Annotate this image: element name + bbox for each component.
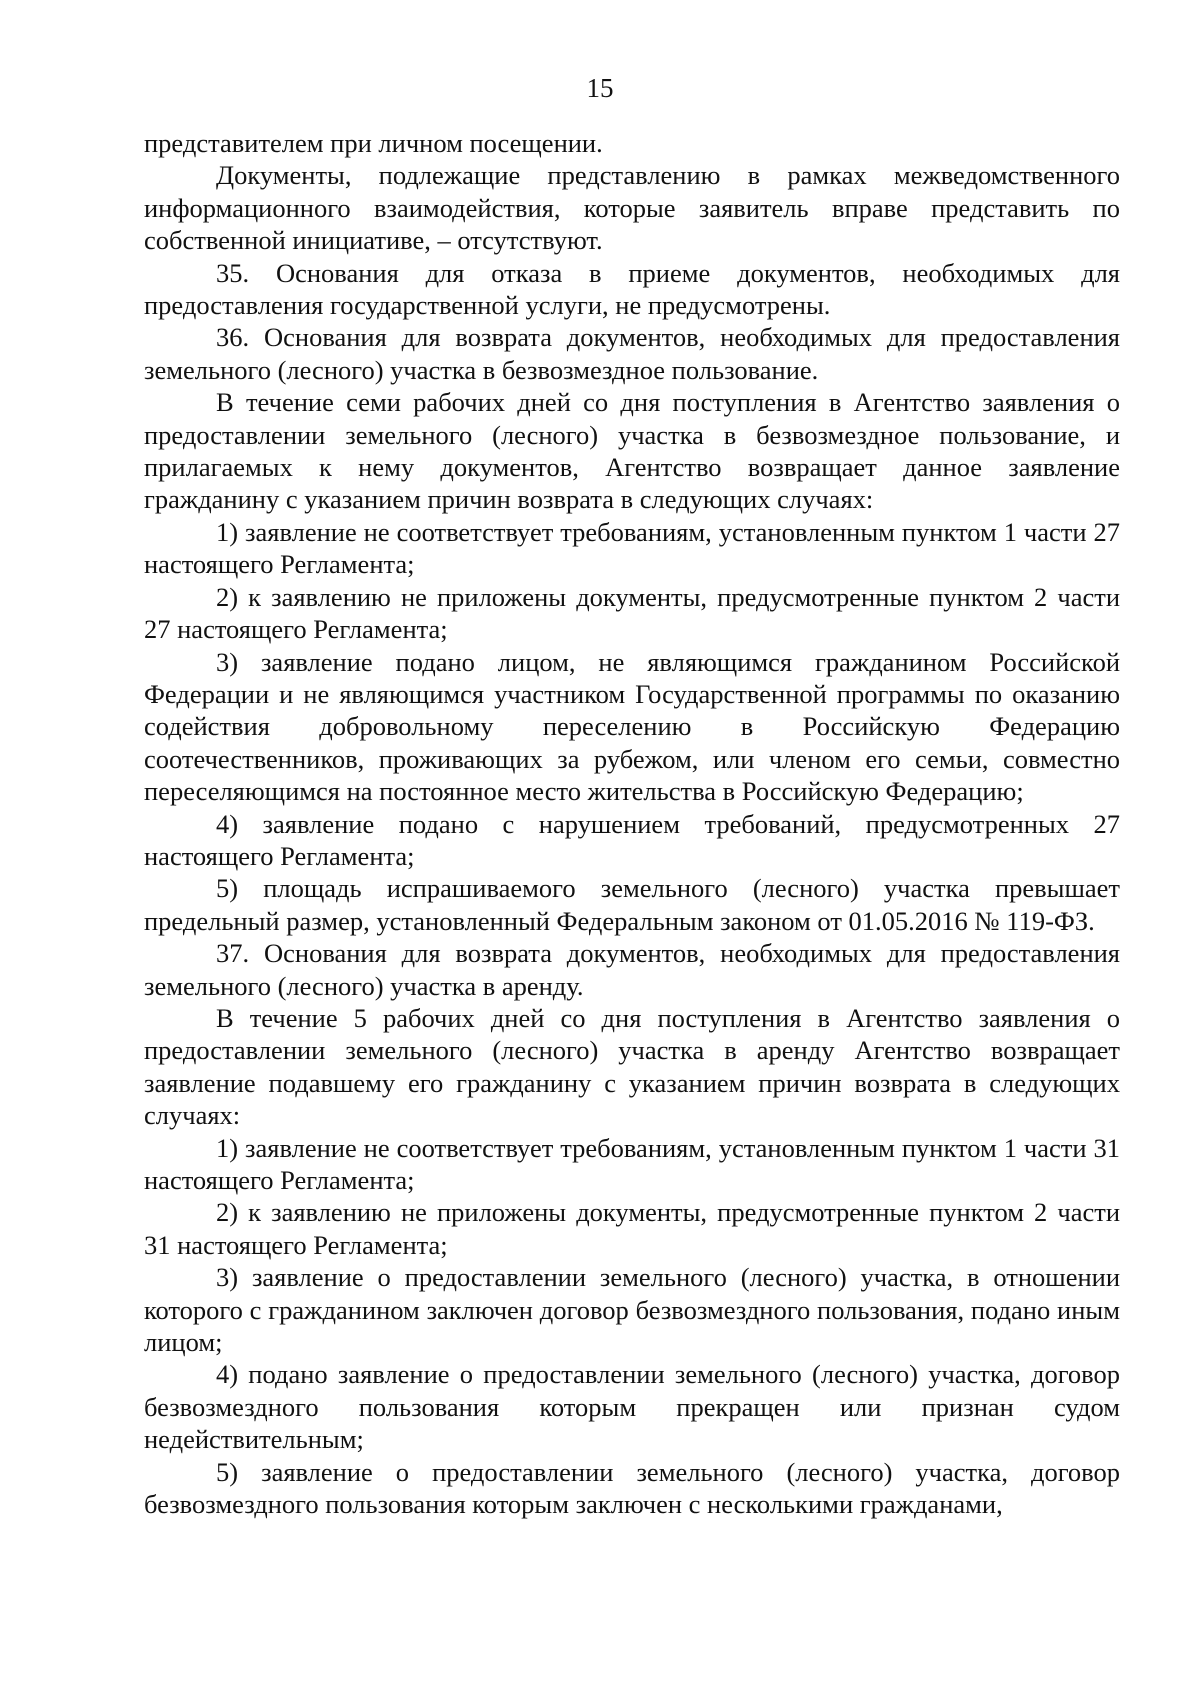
paragraph: представителем при личном посещении.: [144, 128, 603, 158]
paragraph: В течение 5 рабочих дней со дня поступления в Агентство заявления о предоставлении земельного (лесного) участка в аренду Агентство возвращает заявление подавшему его гражданину с указанием причин возврата в следующих случаях:: [144, 1002, 1120, 1131]
paragraph: 1) заявление не соответствует требованиям, установленным пунктом 1 части 27 настоящего Регламента;: [144, 516, 1120, 580]
paragraph: 37. Основания для возврата документов, необходимых для предоставления земельного (лесного) участка в аренду.: [144, 938, 1120, 1001]
paragraph: Документы, подлежащие представлению в рамках межведомственного информационного взаимодействия, которые заявитель вправе представить по собственной инициативе, – отсутствуют.: [144, 160, 1120, 256]
paragraph: В течение семи рабочих дней со дня поступления в Агентство заявления о предоставлении земельного (лесного) участка в безвозмездное пользование, и прилагаемых к нему документов, Агентство возвращает данное заявление гражданину с указанием причин возврата в следующих случаях:: [144, 387, 1120, 515]
document-body: [144, 127, 1120, 1520]
paragraph: 4) заявление подано с нарушением требований, предусмотренных 27 настоящего Регламента;: [144, 808, 1120, 871]
paragraph: 36. Основания для возврата документов, необходимых для предоставления земельного (лесного) участка в безвозмездное пользование.: [144, 322, 1120, 385]
paragraph: 35. Основания для отказа в приеме документов, необходимых для предоставления государственной услуги, не предусмотрены.: [144, 257, 1120, 321]
paragraph: 3) заявление подано лицом, не являющимся гражданином Российской Федерации и не являющимся участником Государственной программы по оказанию содействия добровольному переселению в Российскую Федерацию соотечественников, проживающих за рубежом, или членом его семьи, совместно переселяющимся на постоянное место жительства в Российскую Федерацию;: [144, 646, 1120, 807]
paragraph: 2) к заявлению не приложены документы, предусмотренные пунктом 2 части 31 настоящего Регламента;: [144, 1197, 1120, 1260]
paragraph: 2) к заявлению не приложены документы, предусмотренные пунктом 2 части 27 настоящего Регламента;: [144, 581, 1120, 645]
paragraph: 5) площадь испрашиваемого земельного (лесного) участка превышает предельный размер, установленный Федеральным законом от 01.05.2016 № 119-ФЗ.: [144, 873, 1120, 936]
paragraph: 5) заявление о предоставлении земельного (лесного) участка, договор безвозмездного пользования которым заключен с несколькими гражданами,: [144, 1456, 1120, 1520]
paragraph: 4) подано заявление о предоставлении земельного (лесного) участка, договор безвозмездного пользования которым прекращен или признан судом недействительным;: [144, 1359, 1120, 1455]
page-number: 15: [586, 73, 614, 103]
paragraph: 1) заявление не соответствует требованиям, установленным пунктом 1 части 31 настоящего Регламента;: [144, 1132, 1120, 1195]
paragraph: 3) заявление о предоставлении земельного (лесного) участка, в отношении которого с гражданином заключен договор безвозмездного пользования, подано иным лицом;: [144, 1262, 1120, 1358]
